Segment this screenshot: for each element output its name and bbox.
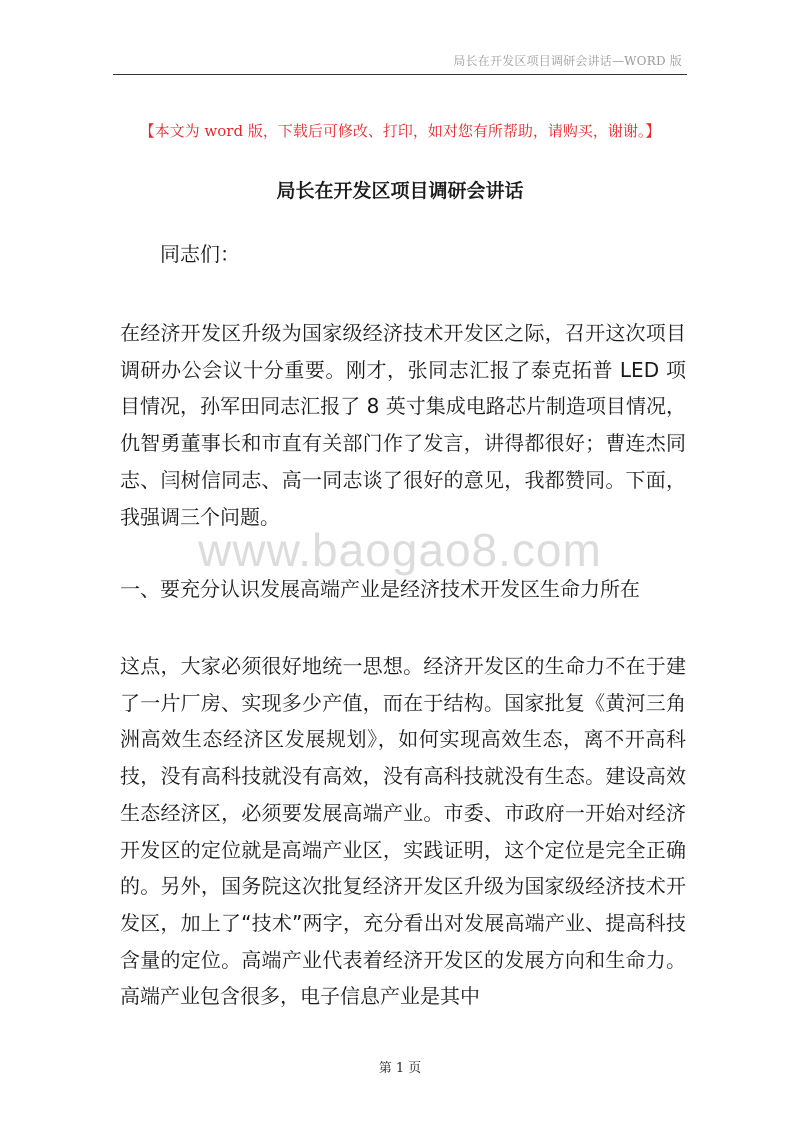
- paragraph-section-1: 这点，大家必须很好地统一思想。经济开发区的生命力不在于建了一片厂房、实现多少产值，而在于结构。国家批复《黄河三角洲高效生态经济区发展规划》，如何实现高效生态，离不开高科技，没有高科技就没有高效，没有高科技就没有生态。建设高效生态经济区，必须要发展高端产业。市委、市政府一开始对经济开发区的定位就是高端产业区，实践证明，这个定位是完全正确的。另外，国务院这次批复经济开发区升级为国家级经济技术开发区，加上了“技术”两字，充分看出对发展高端产业、提高科技含量的定位。高端产业代表着经济开发区的发展方向和生命力。高端产业包含很多，电子信息产业是其中: [120, 654, 686, 1009]
- watermark: www.baogao8.com: [198, 524, 602, 576]
- section-heading-1: 一、要充分认识发展高端产业是经济技术开发区生命力所在: [120, 577, 640, 601]
- page-number: 第 1 页: [378, 1061, 422, 1076]
- running-header: 局长在开发区项目调研会讲话—WORD 版: [453, 54, 682, 68]
- salutation: 同志们：: [160, 242, 240, 266]
- purchase-notice: 【本文为 word 版，下载后可修改、打印，如对您有所帮助，请购买，谢谢。】: [139, 122, 661, 140]
- paragraph-intro: 在经济开发区升级为国家级经济技术开发区之际，召开这次项目调研办公会议十分重要。刚才，张同志汇报了泰克拓普 LED 项目情况，孙军田同志汇报了 8 英寸集成电路芯片制造项目情况，仇智勇董事长和市直有关部门作了发言，讲得都很好；曹连杰同志、闫树信同志、高一同志谈了很好的意见，我都赞同。下面，我强调三个问题。: [120, 321, 686, 529]
- header-divider: [113, 74, 687, 75]
- document-title: 局长在开发区项目调研会讲话: [276, 180, 524, 202]
